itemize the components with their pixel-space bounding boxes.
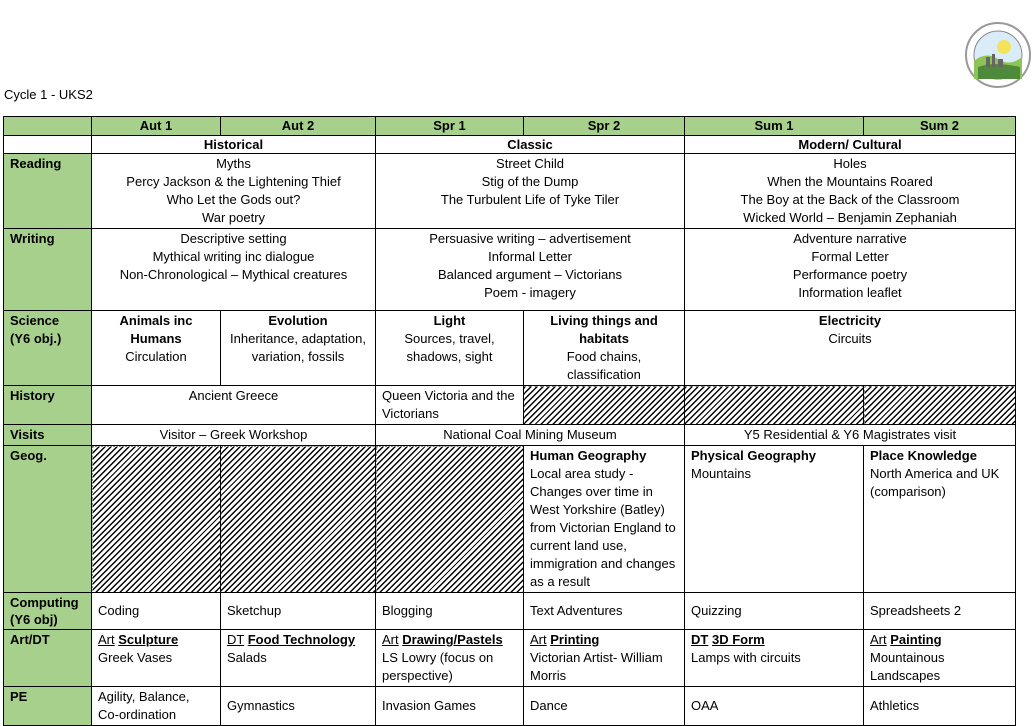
science-spr1: Light Sources, travel, shadows, sight xyxy=(376,311,524,386)
hatched-cell xyxy=(864,386,1016,425)
reading-classic: Street Child Stig of the Dump The Turbulent Life of Tyke Tiler xyxy=(376,154,685,229)
theme-historical: Historical xyxy=(92,136,376,154)
term-header-row xyxy=(4,117,1016,136)
science-spr2: Living things and habitats Food chains, classification xyxy=(524,311,685,386)
theme-row xyxy=(4,136,1016,154)
writing-classic: Persuasive writing – advertisement Informal Letter Balanced argument – Victorians Poem - imagery xyxy=(376,229,685,311)
row-label-writing: Writing xyxy=(4,229,92,311)
writing-historical: Descriptive setting Mythical writing inc dialogue Non-Chronological – Mythical creatures xyxy=(92,229,376,311)
hatched-cell xyxy=(524,386,685,425)
pe-row xyxy=(4,687,1016,726)
column-header: Spr 1 xyxy=(376,117,524,136)
column-header: Sum 2 xyxy=(864,117,1016,136)
computing-cell: Quizzing xyxy=(685,593,864,630)
visits-sum: Y5 Residential & Y6 Magistrates visit xyxy=(685,425,1016,446)
visits-row xyxy=(4,425,1016,446)
reading-modern: Holes When the Mountains Roared The Boy at the Back of the Classroom Wicked World – Benjamin Zephaniah xyxy=(685,154,1016,229)
row-label-geography: Geog. xyxy=(4,446,92,593)
artdt-cell: DT 3D Form Lamps with circuits xyxy=(685,630,864,687)
row-label-science: Science (Y6 obj.) xyxy=(4,311,92,386)
hatched-cell xyxy=(221,446,376,593)
science-row xyxy=(4,311,1016,386)
school-logo xyxy=(964,21,1032,89)
computing-cell: Spreadsheets 2 xyxy=(864,593,1016,630)
column-header: Spr 2 xyxy=(524,117,685,136)
artdt-cell: Art Sculpture Greek Vases xyxy=(92,630,221,687)
corner-cell xyxy=(4,117,92,136)
computing-row xyxy=(4,593,1016,630)
science-aut1: Animals inc Humans Circulation xyxy=(92,311,221,386)
theme-modern: Modern/ Cultural xyxy=(685,136,1016,154)
reading-historical: Myths Percy Jackson & the Lightening Thief Who Let the Gods out? War poetry xyxy=(92,154,376,229)
writing-row xyxy=(4,229,1016,311)
artdt-cell: Art Printing Victorian Artist- William Morris xyxy=(524,630,685,687)
column-header: Aut 2 xyxy=(221,117,376,136)
visits-aut: Visitor – Greek Workshop xyxy=(92,425,376,446)
theme-classic: Classic xyxy=(376,136,685,154)
pe-cell: Agility, Balance, Co-ordination xyxy=(92,687,221,726)
row-label-pe: PE xyxy=(4,687,92,726)
hatched-cell xyxy=(685,386,864,425)
column-header: Aut 1 xyxy=(92,117,221,136)
geography-sum1: Physical Geography Mountains xyxy=(685,446,864,593)
row-label-visits: Visits xyxy=(4,425,92,446)
geography-spr2: Human Geography Local area study - Changes over time in West Yorkshire (Batley) from Victorian England to current land use, immigration and changes as a result xyxy=(524,446,685,593)
artdt-row xyxy=(4,630,1016,687)
hatched-cell xyxy=(376,446,524,593)
science-aut2: Evolution Inheritance, adaptation, variation, fossils xyxy=(221,311,376,386)
pe-cell: OAA xyxy=(685,687,864,726)
pe-cell: Gymnastics xyxy=(221,687,376,726)
theme-row-label xyxy=(4,136,92,154)
row-label-computing: Computing (Y6 obj) xyxy=(4,593,92,630)
page-title: Cycle 1 - UKS2 xyxy=(4,87,93,102)
computing-cell: Sketchup xyxy=(221,593,376,630)
science-sum: Electricity Circuits xyxy=(685,311,1016,386)
history-row xyxy=(4,386,1016,425)
pe-cell: Athletics xyxy=(864,687,1016,726)
geography-row xyxy=(4,446,1016,593)
pe-cell: Invasion Games xyxy=(376,687,524,726)
computing-cell: Blogging xyxy=(376,593,524,630)
visits-spr: National Coal Mining Museum xyxy=(376,425,685,446)
computing-cell: Text Adventures xyxy=(524,593,685,630)
row-label-reading: Reading xyxy=(4,154,92,229)
writing-modern: Adventure narrative Formal Letter Performance poetry Information leaflet xyxy=(685,229,1016,311)
column-header: Sum 1 xyxy=(685,117,864,136)
curriculum-table xyxy=(3,116,1016,726)
hatched-cell xyxy=(92,446,221,593)
history-spr1: Queen Victoria and the Victorians xyxy=(376,386,524,425)
history-aut: Ancient Greece xyxy=(92,386,376,425)
row-label-history: History xyxy=(4,386,92,425)
reading-row xyxy=(4,154,1016,229)
geography-sum2: Place Knowledge North America and UK (comparison) xyxy=(864,446,1016,593)
computing-cell: Coding xyxy=(92,593,221,630)
artdt-cell: Art Painting Mountainous Landscapes xyxy=(864,630,1016,687)
pe-cell: Dance xyxy=(524,687,685,726)
row-label-artdt: Art/DT xyxy=(4,630,92,687)
artdt-cell: DT Food Technology Salads xyxy=(221,630,376,687)
artdt-cell: Art Drawing/Pastels LS Lowry (focus on perspective) xyxy=(376,630,524,687)
